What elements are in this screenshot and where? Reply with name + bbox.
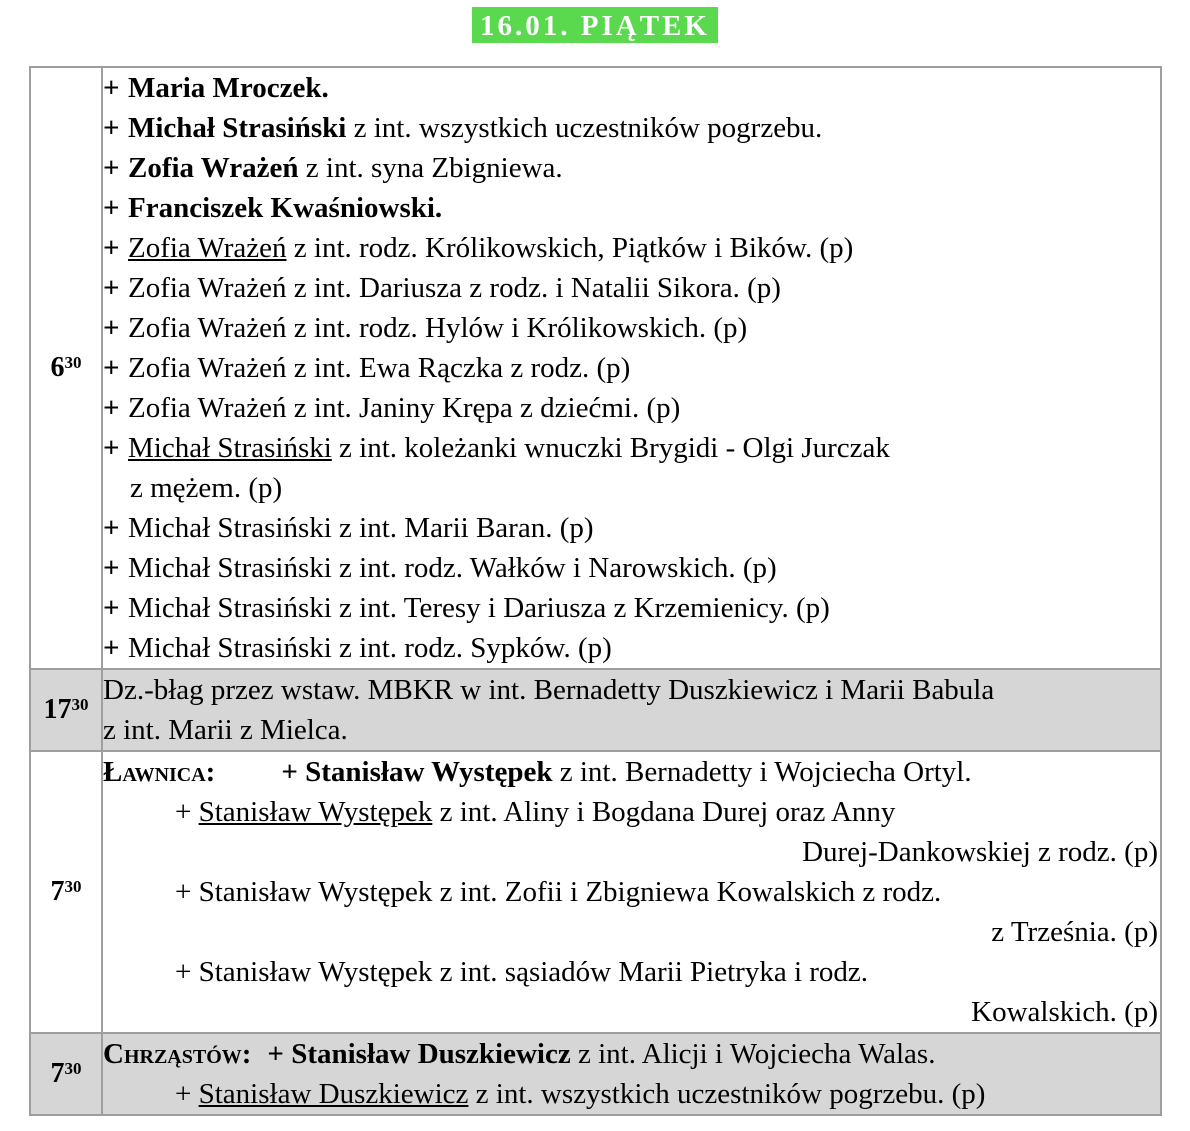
intention-line bbox=[103, 792, 1160, 832]
intention-line bbox=[103, 1074, 1160, 1114]
title-wrap bbox=[0, 7, 1190, 43]
plus-mark: + bbox=[103, 552, 120, 584]
intention-text: Zofia Wrażeń z int. rodz. Hylów i Królikowskich. (p) bbox=[128, 312, 748, 344]
intention-line bbox=[103, 1034, 1160, 1074]
time-cell bbox=[30, 67, 102, 669]
time-minutes: 30 bbox=[71, 695, 89, 714]
intentions-cell bbox=[102, 669, 1161, 751]
plus-mark: + bbox=[103, 352, 120, 384]
intention-text: Michał Strasiński z int. Teresy i Dariusza z Krzemienicy. (p) bbox=[128, 592, 830, 624]
deceased-name: Stanisław Występek bbox=[305, 756, 553, 788]
intention-line bbox=[103, 308, 1160, 348]
intention-line bbox=[103, 752, 1160, 792]
intention-line bbox=[103, 388, 1160, 428]
intention-line bbox=[103, 628, 1160, 668]
intention-line bbox=[103, 268, 1160, 308]
intention-line bbox=[103, 188, 1160, 228]
intention-text: Michał Strasiński z int. rodz. Wałków i Narowskich. (p) bbox=[128, 552, 777, 584]
plus-mark: + bbox=[103, 152, 120, 184]
plus-mark: + bbox=[103, 512, 120, 544]
intention-text: z int. syna Zbigniewa. bbox=[298, 152, 563, 184]
table-row bbox=[30, 1033, 1161, 1115]
plus-mark: + bbox=[175, 1078, 192, 1110]
intention-text: z int. koleżanki wnuczki Brygidi - Olgi Jurczak bbox=[331, 432, 890, 464]
time-minutes: 30 bbox=[64, 353, 82, 372]
deceased-name: Zofia Wrażeń bbox=[128, 232, 287, 264]
intentions-cell bbox=[102, 1033, 1161, 1115]
intention-continuation: z Trześnia. (p) bbox=[991, 916, 1158, 948]
time-hour: 7 bbox=[50, 1058, 65, 1089]
time-hour: 7 bbox=[50, 876, 65, 907]
deceased-name: Michał Strasiński bbox=[128, 432, 332, 464]
intention-text: z int. rodz. Królikowskich, Piątków i Bików. (p) bbox=[286, 232, 854, 264]
intention-text: z int. wszystkich uczestników pogrzebu. (p) bbox=[468, 1078, 986, 1110]
deceased-name: Stanisław Duszkiewicz bbox=[198, 1078, 469, 1110]
plus-mark: + bbox=[103, 312, 120, 344]
place-name: Chrząstów: bbox=[103, 1038, 252, 1070]
deceased-name: Franciszek Kwaśniowski. bbox=[128, 192, 443, 224]
plus-mark: + bbox=[103, 592, 120, 624]
plus-mark: + bbox=[103, 112, 120, 144]
intention-text: Zofia Wrażeń z int. Dariusza z rodz. i Natalii Sikora. (p) bbox=[128, 272, 781, 304]
time-cell bbox=[30, 669, 102, 751]
plus-mark: + bbox=[281, 756, 298, 788]
table-row bbox=[30, 669, 1161, 751]
intention-text: z int. Bernadetty i Wojciecha Ortyl. bbox=[552, 756, 972, 788]
deceased-name: Maria Mroczek. bbox=[128, 72, 329, 104]
intention-text: Michał Strasiński z int. rodz. Sypków. (p) bbox=[128, 632, 612, 664]
intention-text: z int. wszystkich uczestników pogrzebu. bbox=[346, 112, 823, 144]
plus-mark: + bbox=[175, 796, 192, 828]
intention-text: z int. Alicji i Wojciecha Walas. bbox=[570, 1038, 936, 1070]
schedule-table bbox=[29, 66, 1162, 1116]
plus-mark: + bbox=[103, 72, 120, 104]
intention-line bbox=[103, 228, 1160, 268]
plus-mark: + bbox=[103, 632, 120, 664]
time-cell bbox=[30, 751, 102, 1033]
intention-text: Zofia Wrażeń z int. Ewa Rączka z rodz. (p) bbox=[128, 352, 631, 384]
plus-mark: + bbox=[103, 432, 120, 464]
intention-line bbox=[103, 548, 1160, 588]
plus-mark: + bbox=[103, 192, 120, 224]
intention-line bbox=[103, 348, 1160, 388]
intention-line: + Stanisław Występek z int. Zofii i Zbigniewa Kowalskich z rodz. bbox=[175, 876, 942, 908]
intention-line bbox=[103, 588, 1160, 628]
time-minutes: 30 bbox=[64, 877, 82, 896]
intention-line bbox=[103, 428, 1160, 468]
table-row bbox=[30, 751, 1161, 1033]
intention-line bbox=[103, 148, 1160, 188]
intention-continuation: z mężem. (p) bbox=[130, 472, 283, 504]
time-hour: 6 bbox=[50, 352, 65, 383]
intention-line bbox=[103, 508, 1160, 548]
plus-mark: + bbox=[103, 232, 120, 264]
place-name: Ławnica: bbox=[103, 756, 216, 788]
deceased-name: Zofia Wrażeń bbox=[128, 152, 299, 184]
intention-text: Michał Strasiński z int. Marii Baran. (p) bbox=[128, 512, 594, 544]
intention-line: Dz.-błag przez wstaw. MBKR w int. Bernadetty Duszkiewicz i Marii Babula bbox=[103, 674, 995, 706]
intention-line bbox=[103, 108, 1160, 148]
deceased-name: Stanisław Występek bbox=[198, 796, 433, 828]
plus-mark: + bbox=[103, 272, 120, 304]
intention-text: Zofia Wrażeń z int. Janiny Krępa z dziećmi. (p) bbox=[128, 392, 681, 424]
table-row bbox=[30, 67, 1161, 669]
intention-continuation: Durej-Dankowskiej z rodz. (p) bbox=[802, 836, 1158, 868]
intention-text: z int. Aliny i Bogdana Durej oraz Anny bbox=[432, 796, 896, 828]
deceased-name: Michał Strasiński bbox=[128, 112, 347, 144]
time-minutes: 30 bbox=[64, 1059, 82, 1078]
deceased-name: Stanisław Duszkiewicz bbox=[291, 1038, 571, 1070]
time-cell bbox=[30, 1033, 102, 1115]
intention-line: + Stanisław Występek z int. sąsiadów Marii Pietryka i rodz. bbox=[175, 956, 869, 988]
intention-line bbox=[103, 68, 1160, 108]
intentions-cell bbox=[102, 67, 1161, 669]
intention-continuation: Kowalskich. (p) bbox=[971, 996, 1158, 1028]
intention-line: z int. Marii z Mielca. bbox=[103, 714, 348, 746]
intentions-cell bbox=[102, 751, 1161, 1033]
page-title: 16.01. PIĄTEK bbox=[472, 7, 718, 43]
plus-mark: + bbox=[267, 1038, 284, 1070]
plus-mark: + bbox=[103, 392, 120, 424]
time-hour: 17 bbox=[43, 694, 72, 725]
